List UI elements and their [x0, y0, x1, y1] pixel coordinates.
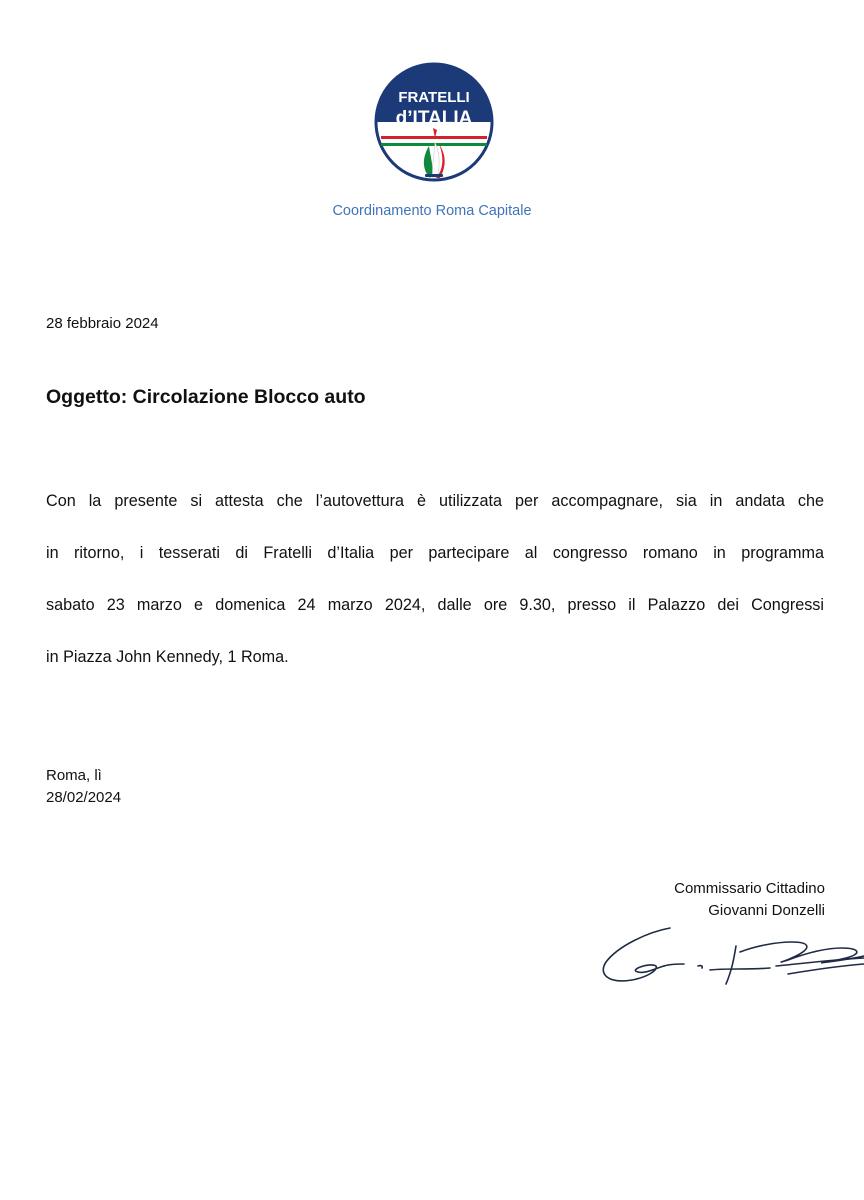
closing-date: 28/02/2024: [46, 789, 122, 806]
closing-place: Roma, lì: [46, 767, 102, 784]
organization-subtitle: Coordinamento Roma Capitale: [332, 203, 532, 219]
logo-text-line1: FRATELLI: [398, 89, 470, 106]
letter-subject: Oggetto: Circolazione Blocco auto: [46, 386, 366, 408]
signer-block: [674, 878, 825, 922]
letter-date: 28 febbraio 2024: [46, 315, 159, 332]
handwritten-signature-icon: [598, 918, 864, 990]
signer-role: Commissario Cittadino: [674, 880, 825, 897]
body-line: sabato 23 marzo e domenica 24 marzo 2024, dalle ore 9.30, presso il Palazzo dei Congressi: [46, 596, 824, 614]
signer-name: Giovanni Donzelli: [708, 902, 825, 919]
letter-body: [46, 486, 824, 694]
party-logo-icon: [373, 60, 495, 184]
logo-text-line2: d’ITALIA: [395, 108, 473, 129]
body-line: Con la presente si attesta che l’autovettura è utilizzata per accompagnare, sia in andata che: [46, 492, 824, 510]
body-line: in ritorno, i tesserati di Fratelli d’Italia per partecipare al congresso romano in programma: [46, 544, 824, 562]
closing-place-date: [46, 765, 121, 809]
body-line: in Piazza John Kennedy, 1 Roma.: [46, 648, 289, 666]
party-logo: [373, 60, 495, 184]
